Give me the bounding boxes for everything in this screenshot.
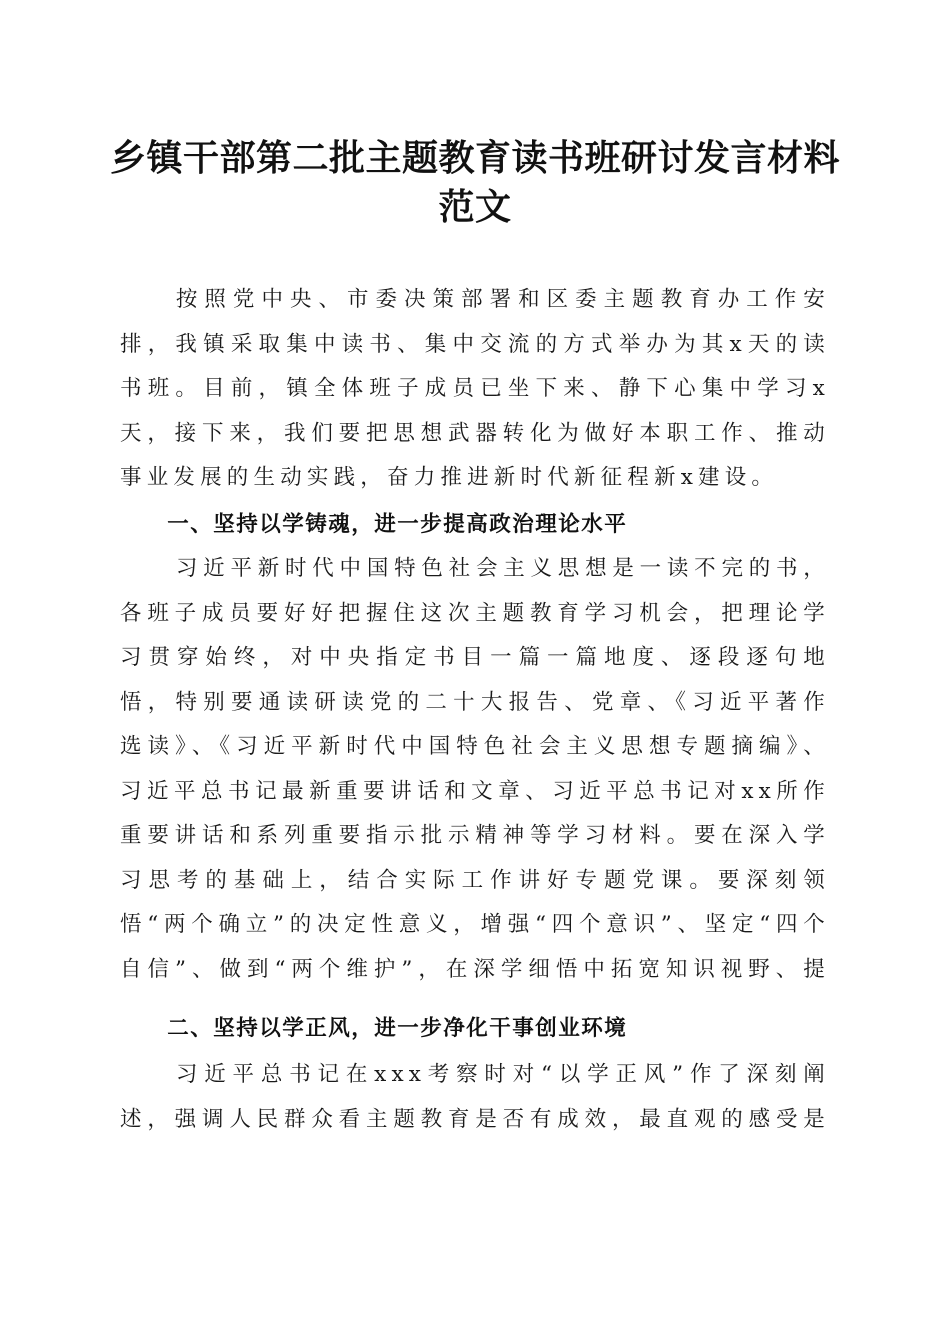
title-line-2: 范文 <box>438 186 512 228</box>
document-body <box>120 278 830 1143</box>
paragraph-section-2: 习近平总书记在xxx考察时对“以学正风”作了深刻阐述，强调人民群众看主题教育是否有成效，最直观的感受是 <box>120 1062 830 1132</box>
paragraph-intro: 按照党中央、市委决策部署和区委主题教育办工作安排，我镇采取集中读书、集中交流的方式举办为其x天的读书班。目前，镇全体班子成员已坐下来、静下心集中学习x天，接下来，我们要把思想武器转化为做好本职工作、推动事业发展的生动实践，奋力推进新时代新征程新x建设。 <box>120 287 830 490</box>
title-line-1: 乡镇干部第二批主题教育读书班研讨发言材料 <box>109 137 840 179</box>
section-heading-2: 二、坚持以学正风，进一步净化干事创业环境 <box>167 1016 628 1041</box>
document-title <box>100 134 850 232</box>
paragraph-section-1: 习近平新时代中国特色社会主义思想是一读不完的书，各班子成员要好好把握住这次主题教育学习机会，把理论学习贯穿始终，对中央指定书目一篇一篇地度、逐段逐句地悟，特别要通读研读党的二十大报告、党章、《习近平著作选读》、《习近平新时代中国特色社会主义思想专题摘编》、习近平总书记最新重要讲话和文章、习近平总书记对xx所作重要讲话和系列重要指示批示精神等学习材料。要在深入学习思考的基础上，结合实际工作讲好专题党课。要深刻领悟“两个确立”的决定性意义，增强“四个意识”、坚定“四个自信”、做到“两个维护”，在深学细悟中拓宽知识视野、提 <box>120 556 830 982</box>
section-heading-1: 一、坚持以学铸魂，进一步提高政治理论水平 <box>167 512 628 537</box>
